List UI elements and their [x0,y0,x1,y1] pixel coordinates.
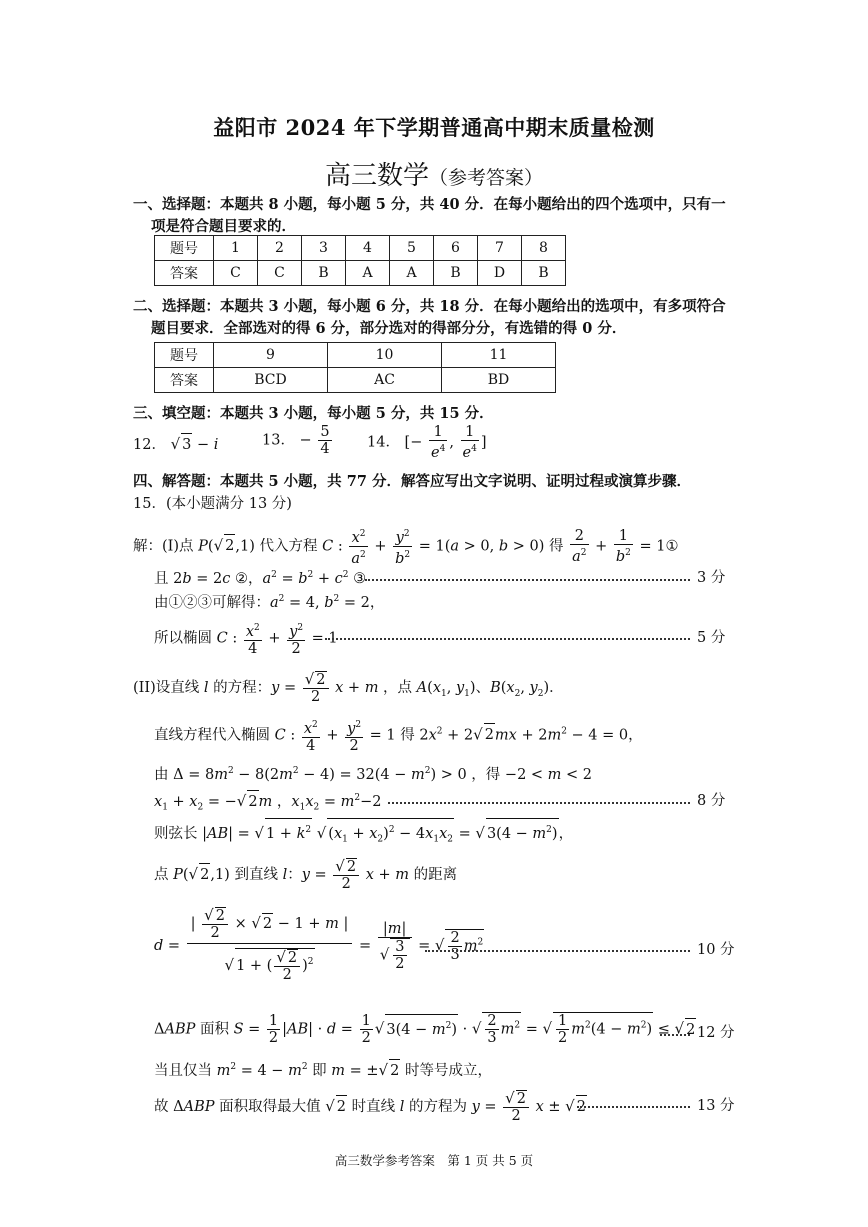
table-cell: 5 [390,236,434,261]
table-cell: AC [328,368,442,393]
section-1-answer-table [154,235,566,286]
score-leader [577,1106,690,1108]
solution-line: $x_1 + x_2$ = −√ 2m ，$x_1x_2 = m^2-2$ [154,791,382,813]
score-label: 3 分 [697,570,726,586]
section-2-heading [133,296,743,340]
table-cell: 8 [522,236,566,261]
table-cell: C [214,261,258,286]
table-cell: 2 [258,236,302,261]
score-label: 5 分 [697,630,726,646]
table-cell: 11 [442,343,556,368]
score-leader [425,950,690,952]
table-cell: 9 [214,343,328,368]
answer-12: 12． √ 3 − i [133,433,218,456]
page-subtitle [0,155,868,192]
section-2-line-1: 二、选择题：本题共 3 小题，每小题 6 分，共 18 分．在每小题给出的选项中，有多项符合 [133,298,726,315]
solution-line: 点 P(√ 2,1) 到直线 l：y = $\frac{√ 2}{2}$ x + m 的距离 [154,857,458,892]
score-leader [660,1034,690,1036]
score-leader [325,638,690,640]
score-label: 8 分 [697,793,726,809]
answer-14: 14． [− $\frac{1}{e^4}$ , $\frac{1}{e^4}$ ] [367,424,487,461]
solution-line: 当且仅当 $m^2 = 4 - m^2$ 即 m = ±√ 2 时等号成立， [154,1056,492,1082]
table-cell: B [302,261,346,286]
table-row [155,236,566,261]
table-cell: 答案 [155,261,214,286]
solution-line: 故 ΔABP 面积取得最大值 √ 2 时直线 l 的方程为 y = $\frac{√ 2}{2}$ x ± √ 2 [154,1089,586,1124]
section-2-answer-table [154,342,556,393]
table-cell: 题号 [155,343,214,368]
solution-line: 则弦长 |AB| = √ $1 + k^2$ √ $(x_1 + x_2)^2 - 4x_1x_2$ = √ $3(4 - m^2)$， [154,818,573,851]
page-footer: 高三数学参考答案 第 1 页 共 5 页 [334,1153,534,1168]
table-cell: 7 [478,236,522,261]
table-cell: 3 [302,236,346,261]
section-1-line-2: 项是符合题目要求的． [151,218,296,235]
score-leader [388,802,690,804]
table-row [155,261,566,286]
section-1-line-1: 一、选择题：本题共 8 小题，每小题 5 分，共 40 分．在每小题给出的四个选项中，只有一 [133,196,726,213]
score-label: 12 分 [697,1025,735,1041]
table-cell: BCD [214,368,328,393]
score-label: 13 分 [697,1098,735,1114]
table-cell: 6 [434,236,478,261]
solution-line: 由 $\Delta = 8m^2 - 8(2m^2 - 4) = 32(4 - m^2) > 0$ ，得 −2 < m < 2 [154,766,593,783]
table-cell: BD [442,368,556,393]
section-2-line-2: 题目要求．全部选对的得 6 分，部分选对的得部分分，有选错的得 0 分． [151,320,627,337]
table-cell: C [258,261,302,286]
page-title: 益阳市 2024 年下学期普通高中期末质量检测 [213,115,655,140]
table-cell: A [346,261,390,286]
question-number: 14． [367,434,400,451]
score-leader [365,579,690,581]
section-3-heading: 三、填空题：本题共 3 小题，每小题 5 分，共 15 分． [133,405,494,422]
solution-line: 所以椭圆 C : $\frac{x^2}{4}$ + $\frac{y^2}{2}$ = 1 [154,620,338,657]
question-number: 12． [133,437,166,453]
solution-line: (II)设直线 l 的方程：y = $\frac{√ 2}{2}$ x + m ，点 $A(x_1$, $y_1$)、$B(x_2$, $y_2$)． [133,670,564,705]
table-cell: 10 [328,343,442,368]
table-cell: 题号 [155,236,214,261]
solution-line: 且 2b = 2c ②，$a^2 = b^2 + c^2$ ③ [154,570,367,587]
table-cell: B [522,261,566,286]
score-label: 10 分 [697,942,735,958]
subtitle-ref: （参考答案） [429,167,544,189]
table-cell: 4 [346,236,390,261]
section-4-heading: 四、解答题：本题共 5 小题，共 77 分．解答应写出文字说明、证明过程或演算步骤． [133,473,691,490]
table-row [155,368,556,393]
table-cell: D [478,261,522,286]
question-number: 13． [262,432,295,449]
table-row [155,343,556,368]
solution-line: 由①②③可解得：$a^2 = 4$, $b^2 = 2$， [154,594,385,611]
question-15-header: 15．(本小题满分 13 分) [133,496,292,512]
table-cell: 答案 [155,368,214,393]
distance-formula: d = | $\frac{√ 2}{2}$ × √ 2 − 1 + m | √ 1 + ( $\frac{√ 2}{2}$ )$^2$ = |m| √ $\frac{3}{2}$ = √ $\frac{2}{3}$ $m^2$ [154,906,484,983]
solution-line: ΔABP 面积 S = $\frac{1}{2}$ |AB| · d = $\frac{1}{2}$ √ $3(4 - m^2)$ · √ $\frac{2}{3}$ $m^2$ = √ $\frac{1}{2}$ $m^2(4 - m^2)$ ≤ √ 2 [154,1013,696,1046]
solution-line: 解：(I)点 P(√ 2,1) 代入方程 C : $\frac{x^2}{a^2}$ + $\frac{y^2}{b^2}$ = 1(a > 0, b > 0) 得 $\frac{2}{a^2}$ + $\frac{1}{b^2}$ = 1① [133,527,679,567]
table-cell: 1 [214,236,258,261]
section-1-heading [133,194,743,238]
subtitle-main: 高三数学 [324,161,429,191]
table-cell: A [390,261,434,286]
answer-13: 13． − $\frac{5}{4}$ [262,424,330,457]
table-cell: B [434,261,478,286]
solution-line: 直线方程代入椭圆 C : $\frac{x^2}{4}$ + $\frac{y^2}{2}$ = 1 得 $2x^2 + 2√$ $2mx + 2m^2 - 4 = 0$， [154,717,643,754]
